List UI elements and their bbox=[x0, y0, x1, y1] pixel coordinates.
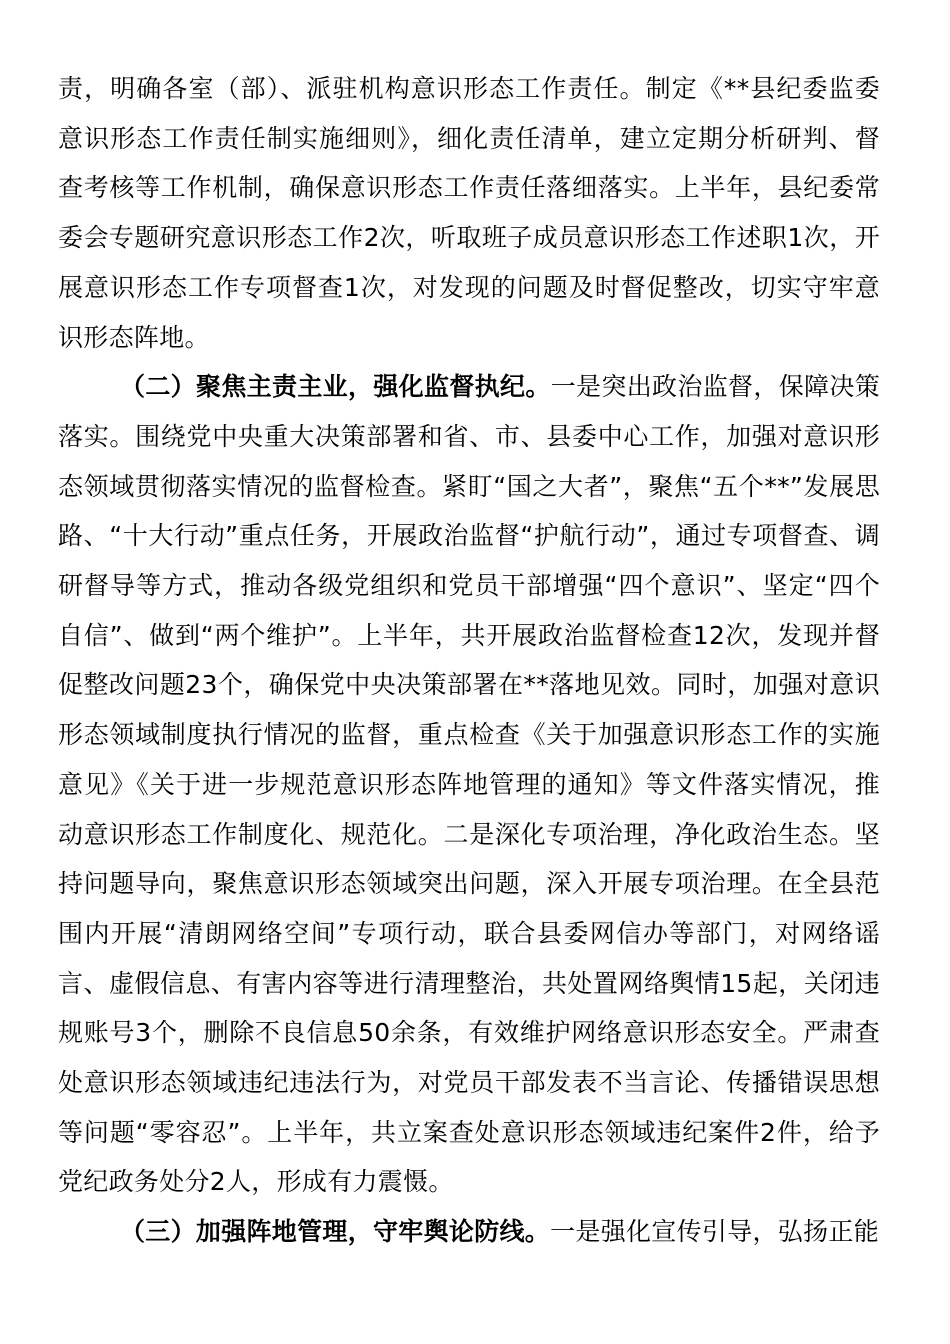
paragraph-continuation bbox=[58, 64, 880, 362]
paragraph-text: 一是强化宣传引导，弘扬正能 bbox=[550, 1217, 880, 1247]
document-body bbox=[58, 64, 880, 1257]
paragraph-text: 责，明确各室（部）、派驻机构意识形态工作责任。制定《**县纪委监委意识形态工作责任制实施细则》，细化责任清单，建立定期分析研判、督查考核等工作机制，确保意识形态工作责任落细落实。上半年，县纪委常委会专题研究意识形态工作2次，听取班子成员意识形态工作述职1次，开展意识形态工作专项督查1次，对发现的问题及时督促整改，切实守牢意识形态阵地。 bbox=[58, 74, 880, 352]
section-heading: （三）加强阵地管理，守牢舆论防线。 bbox=[120, 1217, 551, 1247]
paragraph-text: 一是突出政治监督，保障决策落实。围绕党中央重大决策部署和省、市、县委中心工作，加强对意识形态领域贯彻落实情况的监督检查。紧盯“国之大者”，聚焦“五个**”发展思路、“十大行动”重点任务，开展政治监督“护航行动”，通过专项督查、调研督导等方式，推动各级党组织和党员干部增强“四个意识”、坚定“四个自信”、做到“两个维护”。上半年，共开展政治监督检查12次，发现并督促整改问题23个，确保党中央决策部署在**落地见效。同时，加强对意识形态领域制度执行情况的监督，重点检查《关于加强意识形态工作的实施意见》《关于进一步规范意识形态阵地管理的通知》等文件落实情况，推动意识形态工作制度化、规范化。二是深化专项治理，净化政治生态。坚持问题导向，聚焦意识形态领域突出问题，深入开展专项治理。在全县范围内开展“清朗网络空间”专项行动，联合县委网信办等部门，对网络谣言、虚假信息、有害内容等进行清理整治，共处置网络舆情15起，关闭违规账号3个，删除不良信息50余条，有效维护网络意识形态安全。严肃查处意识形态领域违纪违法行为，对党员干部发表不当言论、传播错误思想等问题“零容忍”。上半年，共立案查处意识形态领域违纪案件2件，给予党纪政务处分2人，形成有力震慑。 bbox=[58, 372, 880, 1197]
section-heading: （二）聚焦主责主业，强化监督执纪。 bbox=[120, 372, 551, 402]
paragraph-section-2 bbox=[58, 362, 880, 1207]
paragraph-section-3 bbox=[58, 1207, 880, 1257]
